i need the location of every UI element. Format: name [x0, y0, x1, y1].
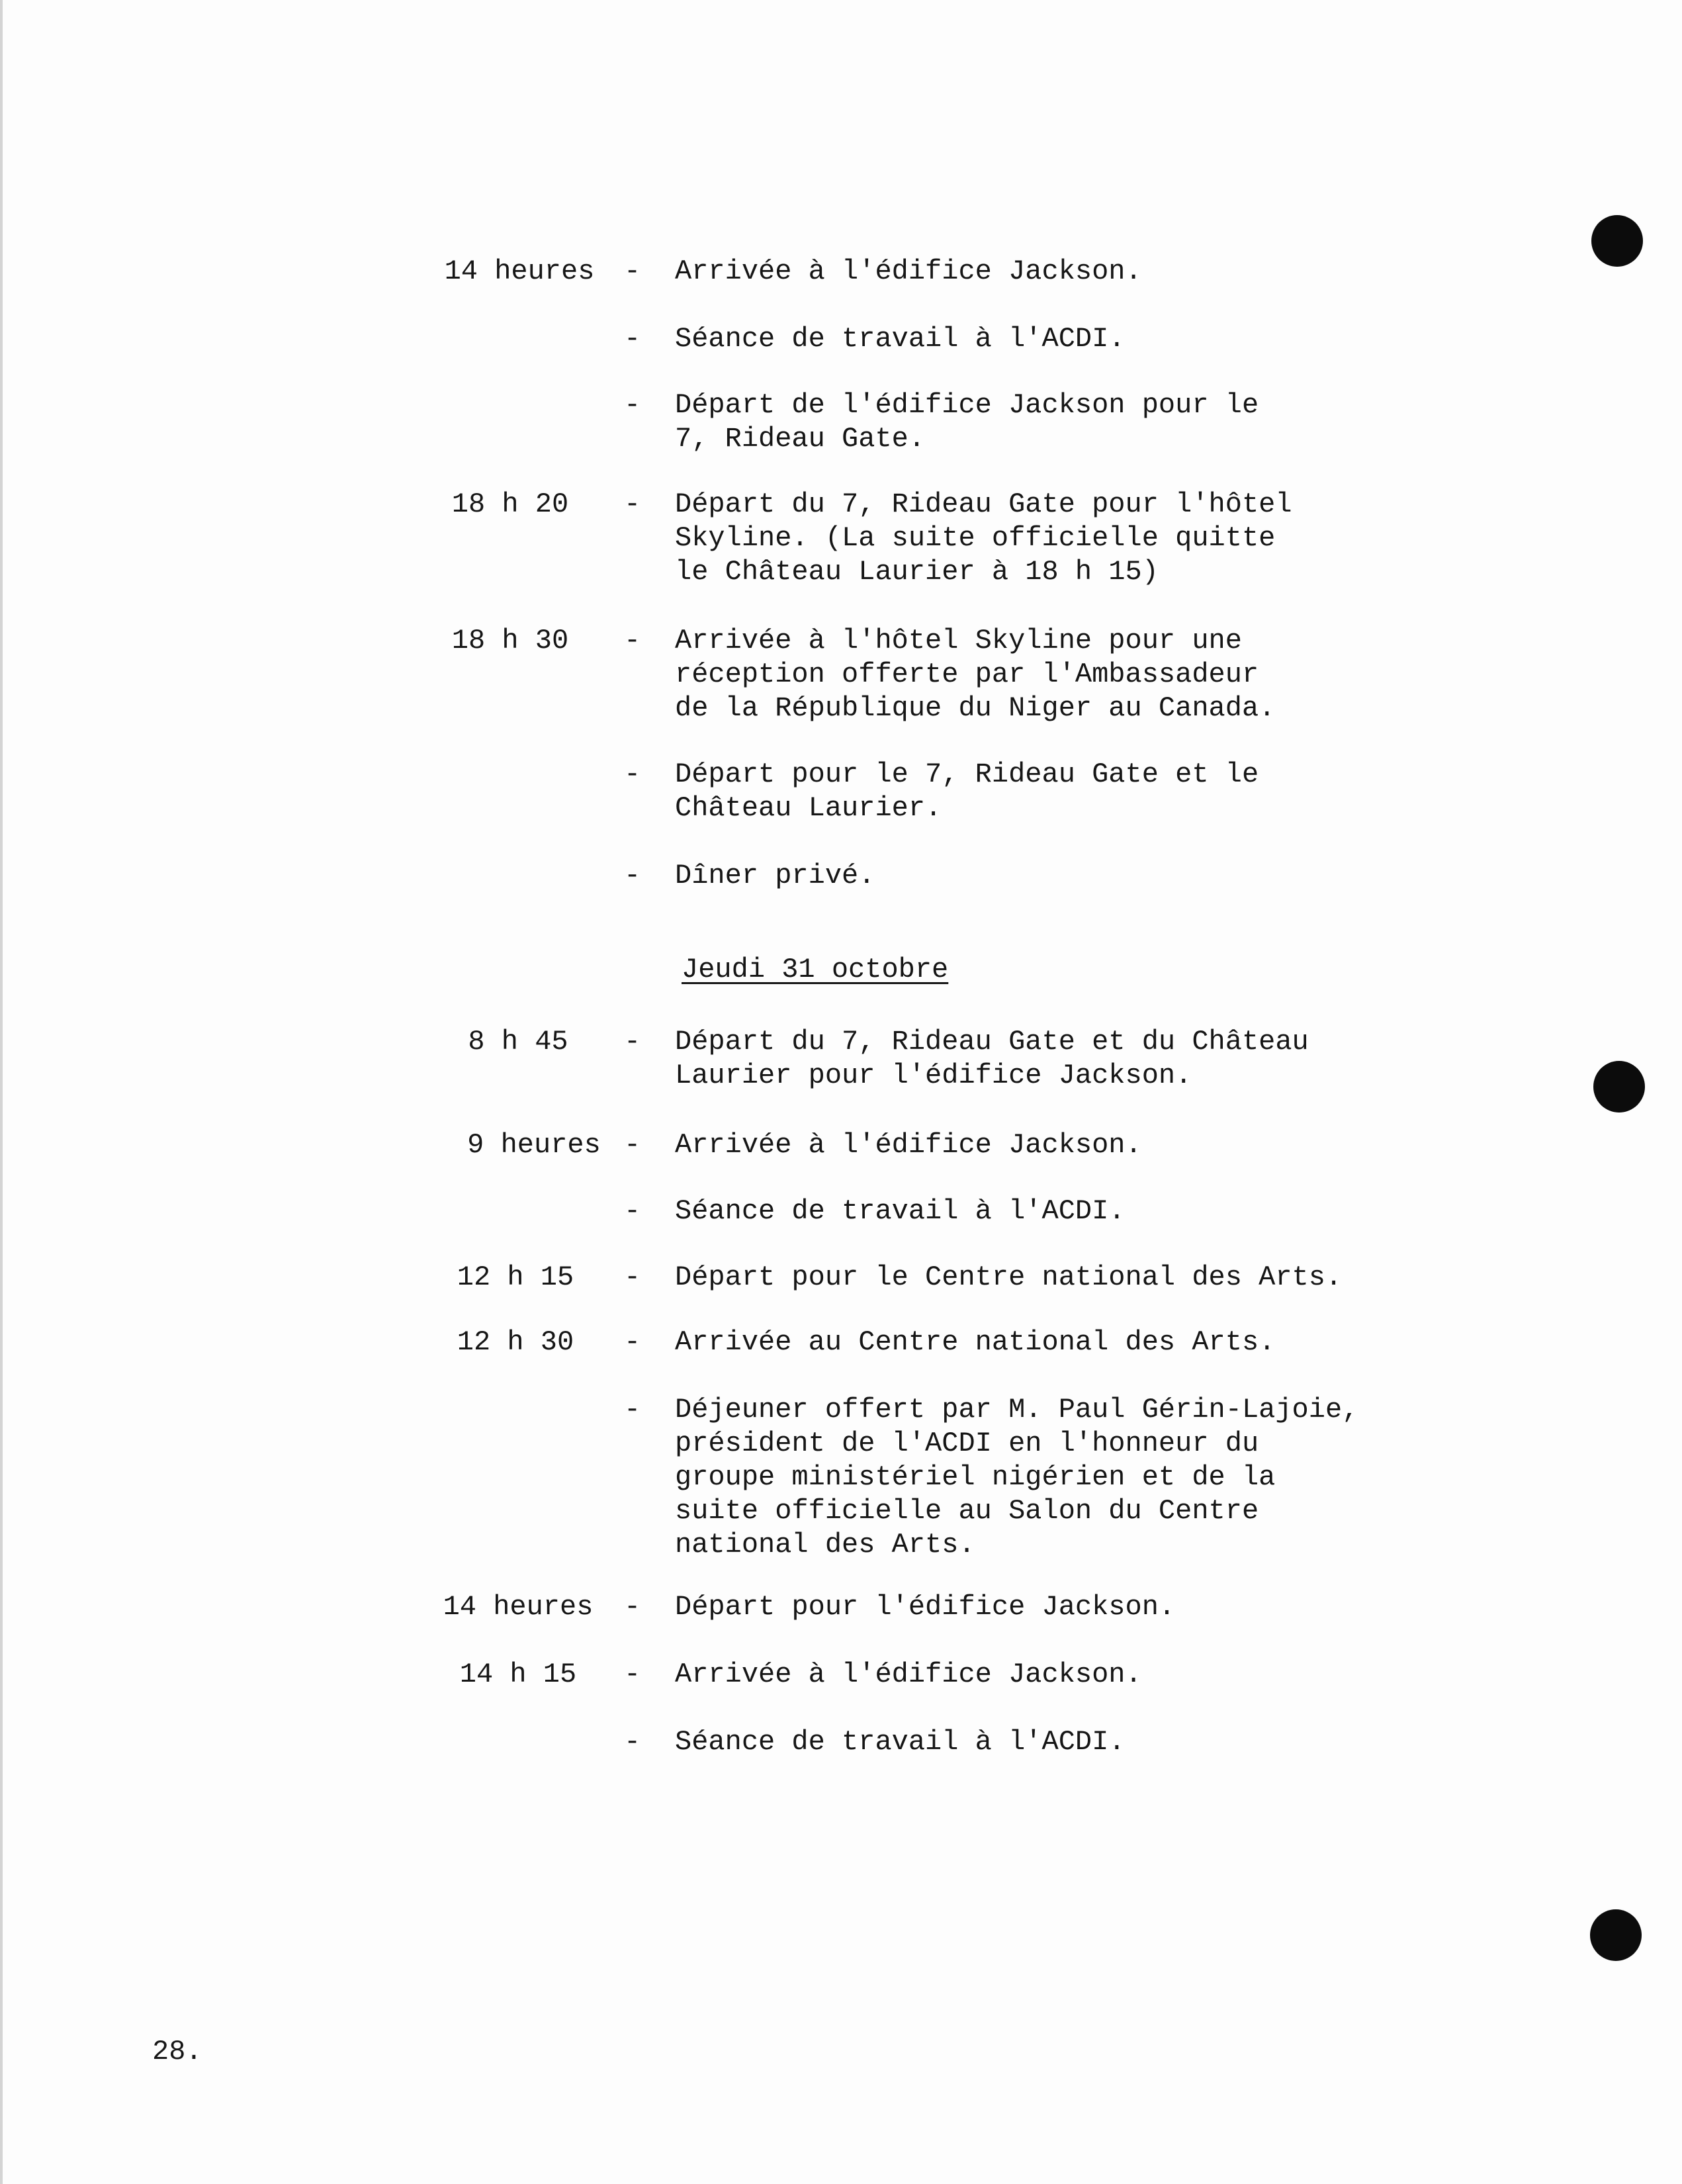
entry-time: 14 heures — [443, 1591, 594, 1623]
entry-description — [675, 1393, 1358, 1562]
entry-text-line: Départ pour le Centre national des Arts. — [675, 1261, 1343, 1293]
entry-dash: - — [624, 488, 641, 520]
entry-text-line: président de l'ACDI en l'honneur du — [675, 1428, 1259, 1459]
entry-dash: - — [624, 1394, 641, 1426]
entry-dash: - — [624, 1591, 641, 1623]
entry-text-line: réception offerte par l'Ambassadeur — [675, 659, 1259, 690]
entry-description — [675, 488, 1292, 589]
entry-dash: - — [624, 1129, 641, 1161]
entry-text-line: suite officielle au Salon du Centre — [675, 1495, 1259, 1527]
entry-description — [675, 255, 1142, 289]
entry-text-line: Séance de travail à l'ACDI. — [675, 1195, 1126, 1227]
entry-text-line: Laurier pour l'édifice Jackson. — [675, 1060, 1192, 1091]
entry-dash: - — [624, 625, 641, 657]
entry-text-line: Arrivée à l'édifice Jackson. — [675, 1659, 1142, 1690]
entry-dash: - — [624, 323, 641, 355]
entry-description — [675, 1658, 1142, 1692]
entry-text-line: Départ pour le 7, Rideau Gate et le — [675, 758, 1259, 790]
entry-text-line: Arrivée à l'édifice Jackson. — [675, 1129, 1142, 1161]
entry-dash: - — [624, 1026, 641, 1058]
entry-text-line: Départ de l'édifice Jackson pour le — [675, 389, 1259, 421]
entry-text-line: Départ du 7, Rideau Gate pour l'hôtel — [675, 488, 1292, 520]
entry-text-line: groupe ministériel nigérien et de la — [675, 1461, 1276, 1493]
entry-dash: - — [624, 758, 641, 790]
entry-dash: - — [624, 860, 641, 891]
entry-text-line: Arrivée à l'hôtel Skyline pour une — [675, 625, 1242, 657]
entry-dash: - — [624, 1726, 641, 1758]
entry-text-line: 7, Rideau Gate. — [675, 423, 926, 455]
entry-time: 8 h 45 — [468, 1026, 568, 1058]
day-header: Jeudi 31 octobre — [682, 954, 949, 985]
entry-description — [675, 758, 1259, 825]
entry-text-line: Skyline. (La suite officielle quitte — [675, 522, 1276, 554]
entry-time: 14 heures — [444, 255, 595, 287]
entry-text-line: Dîner privé. — [675, 860, 875, 891]
entry-time: 18 h 20 — [451, 488, 569, 520]
entry-description — [675, 322, 1126, 356]
entry-text-line: Arrivée au Centre national des Arts. — [675, 1326, 1276, 1358]
entry-text-line: Arrivée à l'édifice Jackson. — [675, 255, 1142, 287]
entry-text-line: Séance de travail à l'ACDI. — [675, 1726, 1126, 1758]
entry-time: 12 h 30 — [457, 1326, 574, 1358]
entry-text-line: Déjeuner offert par M. Paul Gérin-Lajoie, — [675, 1394, 1359, 1426]
entry-text-line: Départ pour l'édifice Jackson. — [675, 1591, 1176, 1623]
entry-text-line: le Château Laurier à 18 h 15) — [675, 556, 1159, 588]
entry-time: 14 h 15 — [459, 1659, 577, 1690]
entry-dash: - — [624, 389, 641, 421]
entry-description — [675, 1195, 1126, 1228]
entry-description — [675, 1261, 1342, 1295]
entry-dash: - — [624, 1659, 641, 1690]
entry-description — [675, 1025, 1309, 1093]
entry-text-line: Séance de travail à l'ACDI. — [675, 323, 1126, 355]
entry-text-line: Départ du 7, Rideau Gate et du Château — [675, 1026, 1309, 1058]
entry-text-line: Château Laurier. — [675, 792, 942, 824]
entry-description — [675, 1725, 1126, 1759]
entry-time: 12 h 15 — [457, 1261, 574, 1293]
entry-dash: - — [624, 255, 641, 287]
entry-time: 9 heures — [467, 1129, 601, 1161]
entry-description — [675, 388, 1259, 456]
punch-hole — [1591, 215, 1643, 267]
entry-description — [675, 1128, 1142, 1162]
page-number: 28. — [152, 2036, 202, 2068]
page-edge-line — [0, 0, 3, 2184]
entry-time: 18 h 30 — [451, 625, 569, 657]
entry-dash: - — [624, 1195, 641, 1227]
punch-hole — [1593, 1061, 1645, 1113]
entry-description — [675, 1590, 1175, 1624]
entry-dash: - — [624, 1261, 641, 1293]
entry-description — [675, 859, 875, 893]
entry-text-line: de la République du Niger au Canada. — [675, 692, 1276, 724]
entry-text-line: national des Arts. — [675, 1529, 975, 1561]
entry-dash: - — [624, 1326, 641, 1358]
punch-hole — [1590, 1909, 1642, 1961]
entry-description — [675, 624, 1275, 725]
entry-description — [675, 1326, 1275, 1359]
